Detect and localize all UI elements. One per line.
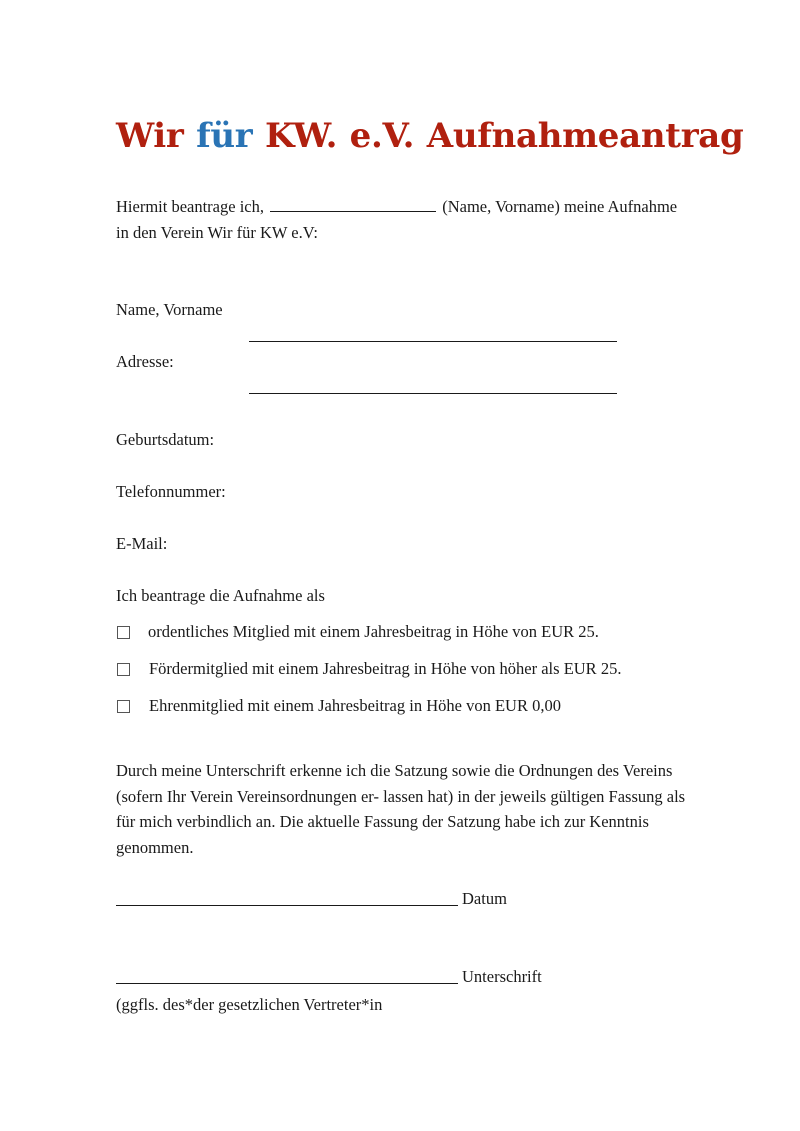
address-label: Adresse: [116,352,174,371]
option-supporting-member-label: Fördermitglied mit einem Jahresbeitrag in Höhe von höher als EUR 25. [149,659,622,678]
title-part-1: Wir [116,116,197,156]
date-field-line[interactable] [116,905,458,906]
intro-line-1 [116,194,677,220]
name-field-line[interactable] [249,341,617,342]
page-title [116,116,744,156]
checkbox-supporting-member[interactable] [117,663,130,676]
title-part-3: KW. e.V. Aufnahmeantrag [252,116,744,156]
signature-field-line[interactable] [116,983,458,984]
checkbox-regular-member[interactable] [117,626,130,639]
email-label: E-Mail: [116,534,168,553]
birthdate-label: Geburtsdatum: [116,430,215,449]
intro-text-after: (Name, Vorname) meine Aufnahme [438,197,678,216]
declaration-line: Durch meine Unterschrift erkenne ich die Satzung sowie die Ordnungen des Vereins [116,761,673,780]
phone-label: Telefonnummer: [116,482,226,501]
option-regular-member-label: ordentliches Mitglied mit einem Jahresbeitrag in Höhe von EUR 25. [148,622,599,641]
title-accent: für [196,116,253,156]
name-label: Name, Vorname [116,300,223,319]
declaration-line: (sofern Ihr Verein Vereinsordnungen er- lassen hat) in der jeweils gültigen Fassung als [116,786,686,806]
declaration-line: für mich verbindlich an. Die aktuelle Fassung der Satzung habe ich zur Kenntnis [116,812,649,832]
declaration-line: genommen. [116,838,194,858]
intro-text-before: Hiermit beantrage ich, [116,197,269,216]
address-field-line[interactable] [249,393,617,394]
checkbox-honorary-member[interactable] [117,700,130,713]
option-honorary-member-label: Ehrenmitglied mit einem Jahresbeitrag in Höhe von EUR 0,00 [149,696,561,715]
declaration-paragraph [116,758,706,861]
membership-heading: Ich beantrage die Aufnahme als [116,586,325,605]
intro-line-2: in den Verein Wir für KW e.V: [116,223,319,242]
date-label: Datum [462,889,507,908]
signature-label: Unterschrift [462,967,542,986]
legal-guardian-note: (ggfls. des*der gesetzlichen Vertreter*in [116,995,383,1014]
intro-name-blank[interactable] [270,197,436,212]
